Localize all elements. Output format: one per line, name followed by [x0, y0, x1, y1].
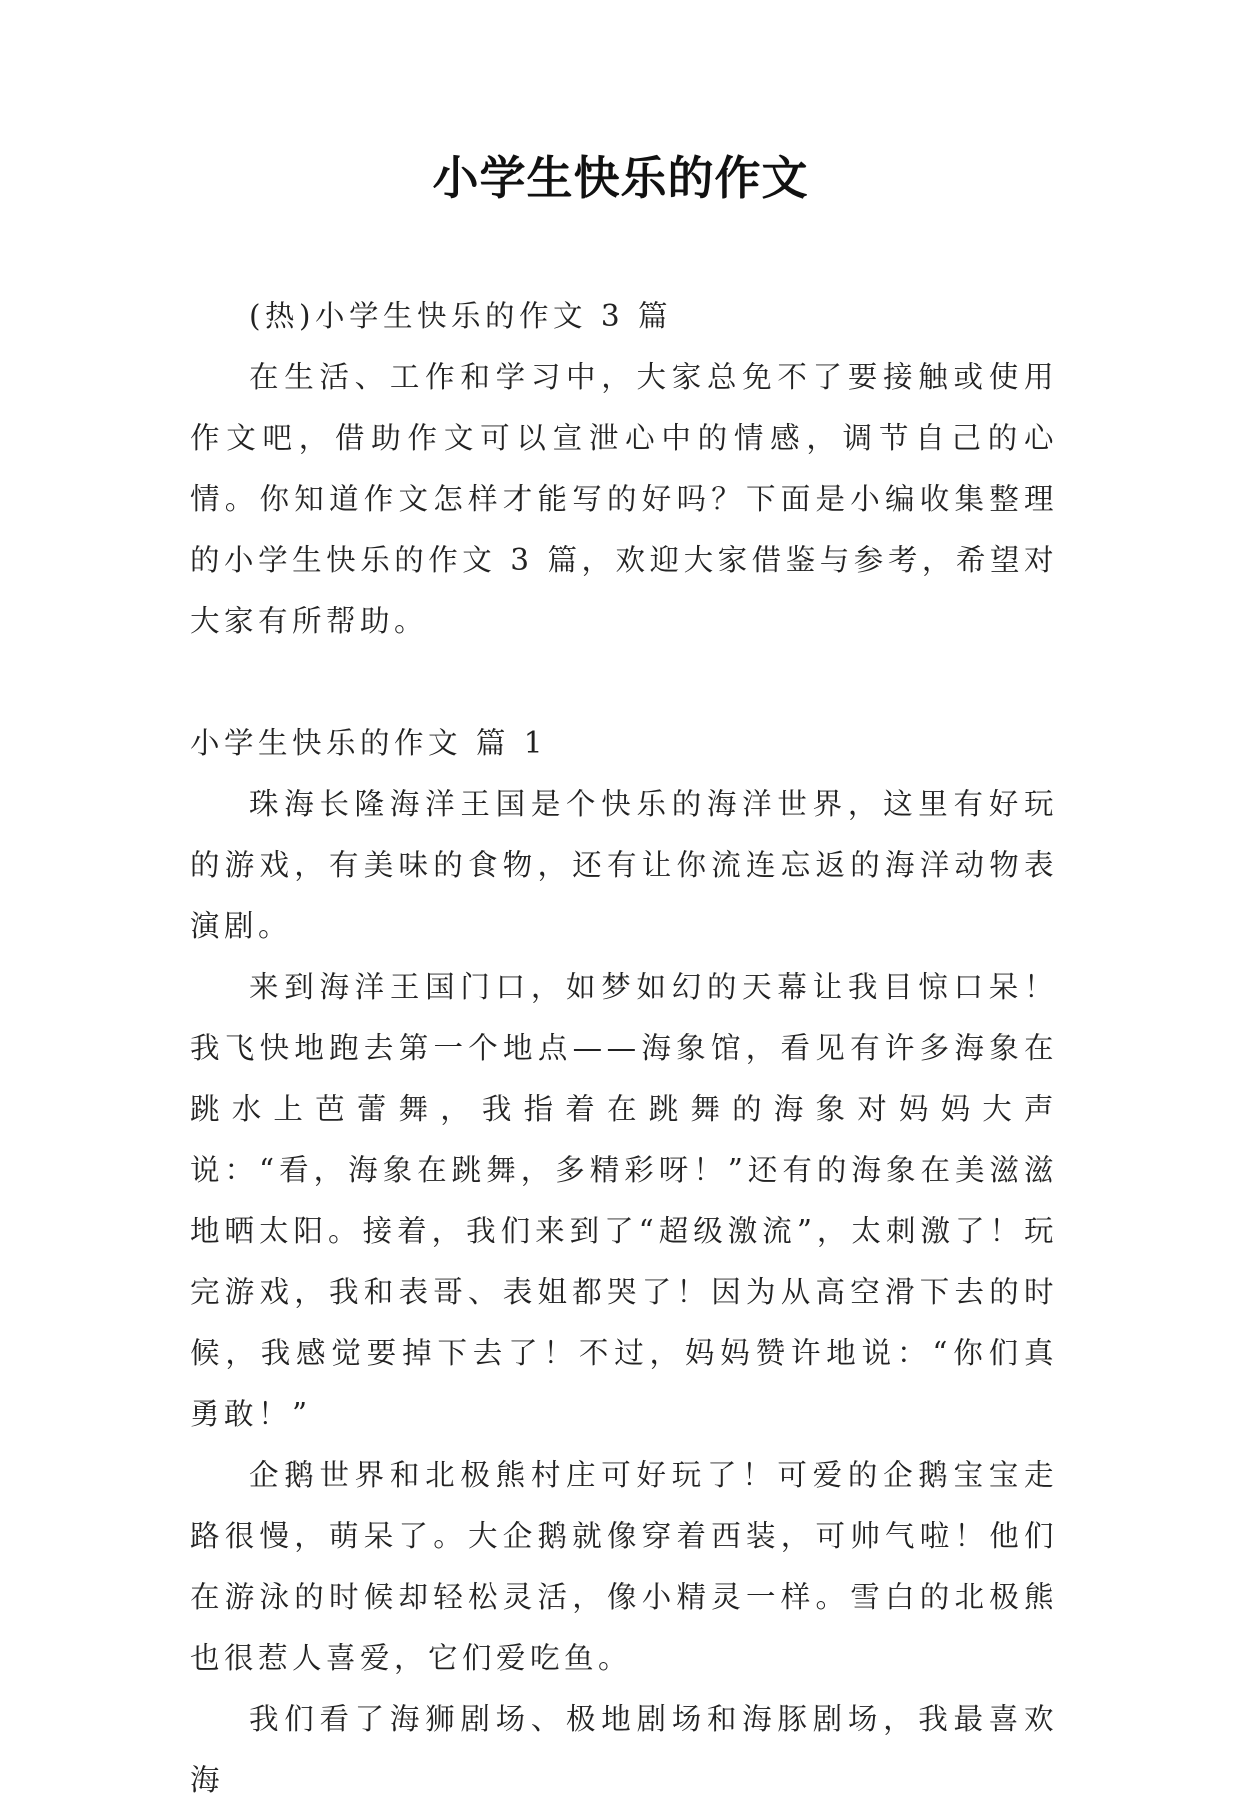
intro-paragraph: 在生活、工作和学习中，大家总免不了要接触或使用作文吧，借助作文可以宣泄心中的情感，调节自己的心情。你知道作文怎样才能写的好吗？下面是小编收集整理的小学生快乐的作文 3 篇，欢迎大家借鉴与参考，希望对大家有所帮助。 — [190, 360, 1058, 638]
document-body — [190, 286, 1058, 1811]
section-heading: 小学生快乐的作文 篇 1 — [190, 726, 548, 760]
body-paragraph-2: 来到海洋王国门口，如梦如幻的天幕让我目惊口呆！我飞快地跑去第一个地点——海象馆，看见有许多海象在跳水上芭蕾舞，我指着在跳舞的海象对妈妈大声说：“看，海象在跳舞，多精彩呀！”还有的海象在美滋滋地晒太阳。接着，我们来到了“超级激流”，太刺激了！玩完游戏，我和表哥、表姐都哭了！因为从高空滑下去的时候，我感觉要掉下去了！不过，妈妈赞许地说：“你们真勇敢！” — [190, 970, 1058, 1431]
body-paragraph-1: 珠海长隆海洋王国是个快乐的海洋世界，这里有好玩的游戏，有美味的食物，还有让你流连忘返的海洋动物表演剧。 — [190, 787, 1058, 943]
body-paragraph-4: 我们看了海狮剧场、极地剧场和海豚剧场，我最喜欢海 — [190, 1702, 1058, 1797]
body-paragraph-3: 企鹅世界和北极熊村庄可好玩了！可爱的企鹅宝宝走路很慢，萌呆了。大企鹅就像穿着西装，可帅气啦！他们在游泳的时候却轻松灵活，像小精灵一样。雪白的北极熊也很惹人喜爱，它们爱吃鱼。 — [190, 1458, 1058, 1675]
document-subtitle: (热)小学生快乐的作文 3 篇 — [249, 299, 673, 333]
document-title: 小学生快乐的作文 — [432, 151, 809, 205]
